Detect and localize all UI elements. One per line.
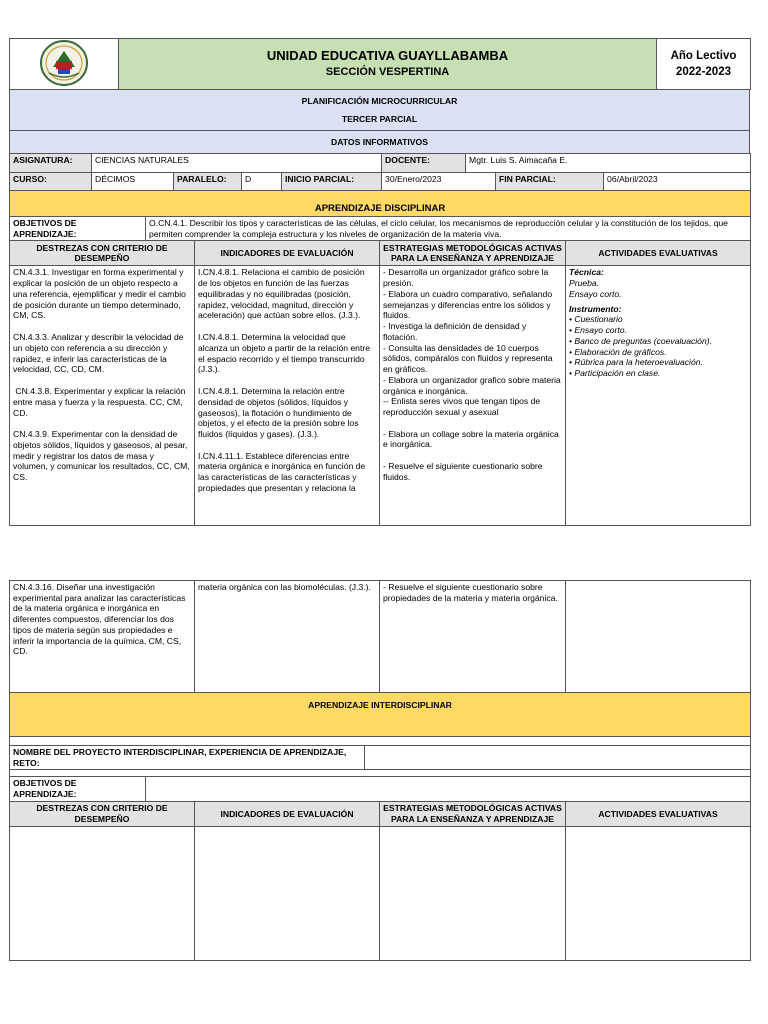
estrategia-item: - Investiga la definición de densidad y flotación. [383,321,527,342]
indicador-item: I.CN.4.11.1. Establece diferencias entre materia orgánica e inorgánica en función de las características de las características y propiedades que presentan y relaciona la [198,450,366,493]
estrategia-item: - Elabora un cuadro comparativo, señalando semejanzas y diferencias entre los sólidos y fluidos. [383,288,553,321]
col-header-estrategias: ESTRATEGIAS METODOLÓGICAS ACTIVAS PARA LA ENSEÑANZA Y APRENDIZAJE [380,241,566,266]
instrumento-item: • Cuestionario [569,314,623,325]
planning-partial: TERCER PARCIAL [341,113,418,124]
inter-destrezas-cell [10,826,195,960]
objectives-label: OBJETIVOS DE APRENDIZAJE: [10,217,146,241]
disciplinar-continued-table [9,580,751,693]
end-value: 06/Abril/2023 [604,173,751,191]
course-value: DÉCIMOS [92,173,174,191]
project-value [365,746,751,770]
teacher-label: DOCENTE: [382,154,466,173]
indicador-item: I.CN.4.8.1. Relaciona el cambio de posición de los objetos en función de las fuerzas equilibradas y no equilibradas (posición, rapidez, velocidad, magnitud, dirección y aceleración) que actúan sobre ellos. (J.3.). [198,267,365,321]
info-table [9,153,751,191]
inter-indicadores-cell [195,826,380,960]
interdisciplinar-title-text: APRENDIZAJE INTERDISCIPLINAR [308,700,452,710]
indicadores-cell [195,266,380,526]
estrategias-cell [380,266,566,526]
instrumento-item: • Rúbrica para la heteroevaluación. [569,357,703,368]
col-header-actividades: ACTIVIDADES EVALUATIVAS [566,241,751,266]
estrategia-spacer [383,418,562,429]
destrezas-cell [10,266,195,526]
estrategia-item: - Desarrolla un organizador gráfico sobre la presión. [383,267,549,289]
estrategia-item: - Elabora un organizador grafico sobre materia orgánica e inorgánica. [383,374,561,396]
header-table [9,38,751,90]
school-name: UNIDAD EDUCATIVA GUAYLLABAMBA [266,48,509,63]
school-logo [39,39,89,87]
teacher-value: Mgtr. Luis S. Aimacaña E. [466,154,751,173]
indicador-item: I.CN.4.8.1. Determina la relación entre densidad de objetos (sólidos, líquidos y gaseosos), la flotación o hundimiento de objetos, y el efecto de la presión sobre los fluidos (líquidos y gases). (J.3.). [198,386,359,440]
inter-col-header-destrezas: DESTREZAS CON CRITERIO DE DESEMPEÑO [10,801,195,826]
instrumento-item: • Participación en clase. [569,368,661,379]
year-label: Año Lectivo [670,49,737,62]
subject-value: CIENCIAS NATURALES [92,154,382,173]
start-label: INICIO PARCIAL: [282,173,382,191]
indicadores-cell-p2: materia orgánica con las biomoléculas. (J.3.). [195,581,380,693]
inter-objectives-label: OBJETIVOS DE APRENDIZAJE: [10,777,146,801]
spacer-row [10,737,751,746]
tecnica-value: Prueba. [569,278,600,289]
instrumento-item: • Elaboración de gráficos. [569,346,667,357]
indicador-item: I.CN.4.8.1. Determina la velocidad que alcanza un objeto a partir de la relación entre el espacio recorrido y el tiempo transcurrido (J.3.). [198,332,370,375]
end-label: FIN PARCIAL: [496,173,604,191]
inter-actividades-cell [566,826,751,960]
planning-title-cell [10,90,750,131]
estrategia-item: - Elabora un collage sobre la materia orgánica e inorgánica. [383,428,559,450]
tecnica-label: Técnica: [569,267,604,278]
actividades-cell-p2 [566,581,751,693]
parallel-value: D [242,173,282,191]
interdisciplinar-grid [9,801,751,961]
estrategia-spacer [383,450,562,461]
school-year-cell [657,39,751,90]
planning-title: PLANIFICACIÓN MICROCURRICULAR [301,95,458,106]
disciplinar-table [9,190,751,526]
section-name: SECCIÓN VESPERTINA [325,66,450,79]
inter-col-header-indicadores: INDICADORES DE EVALUACIÓN [195,801,380,826]
parallel-label: PARALELO: [174,173,242,191]
data-title: DATOS INFORMATIVOS [10,131,750,154]
inter-col-header-actividades: ACTIVIDADES EVALUATIVAS [566,801,751,826]
objectives-value: O.CN.4.1. Describir los tipos y características de las células, el ciclo celular, los mecanismos de reproducción celular y la constitución de los tejidos, que permiten comprender la compleja estructura y los niveles de organización de la materia viva. [146,217,751,241]
destreza-item: CN.4.3.1. Investigar en forma experimental y explicar la posición de un objeto respecto a una referencia, ejemplificar y medir el cambio de posición durante un tiempo determinado, CM, CS. [13,267,186,321]
project-label: NOMBRE DEL PROYECTO INTERDISCIPLINAR, EXPERIENCIA DE APRENDIZAJE, RETO: [10,746,365,770]
planning-table [9,89,750,154]
inter-objectives-value [146,777,751,801]
interdisciplinar-table [9,692,751,802]
instrumento-label: Instrumento: [569,303,622,314]
estrategias-cell-p2: - Resuelve el siguiente cuestionario sobre propiedades de la materia y materia orgánica. [380,581,566,693]
instrumento-item: • Ensayo corto. [569,325,627,336]
logo-cell [10,39,119,90]
disciplinar-title [10,191,751,217]
destreza-item: CN.4.3.3. Analizar y describir la velocidad de un objeto con referencia a su dirección y rapidez, e inferir las características de la velocidad, CC, CD, CM. [13,332,184,375]
inter-col-header-estrategias: ESTRATEGIAS METODOLÓGICAS ACTIVAS PARA LA ENSEÑANZA Y APRENDIZAJE [380,801,566,826]
destreza-item: CN.4.3.8. Experimentar y explicar la relación entre masa y fuerza y la respuesta. CC, CM, CD. [13,386,188,418]
school-title-cell [119,39,657,90]
inter-estrategias-cell [380,826,566,960]
actividades-cell [566,266,751,526]
col-header-indicadores: INDICADORES DE EVALUACIÓN [195,241,380,266]
estrategia-item: - Resuelve el siguiente cuestionario sobre fluidos. [383,461,543,482]
start-value: 30/Enero/2023 [382,173,496,191]
destreza-item: CN.4.3.9. Experimentar con la densidad de objetos sólidos, líquidos y gaseosos, al pesar, medir y registrar los datos de masa y volumen, y comunicar los resultados, CC, CM, CS. [13,429,190,483]
course-label: CURSO: [10,173,92,191]
spacer-row [10,770,751,777]
page-2 [9,580,750,942]
year-value: 2022-2023 [676,66,731,78]
tecnica-value-2: Ensayo corto. [569,288,622,299]
disciplinar-title-text: APRENDIZAJE DISCIPLINAR [314,203,446,215]
page-1 [9,38,750,528]
instrumento-item: • Banco de preguntas (coevaluación). [569,335,712,346]
subject-label: ASIGNATURA: [10,154,92,173]
destrezas-cell-p2: CN.4.3.16. Diseñar una investigación experimental para analizar las características de la materia orgánica e inorgánica en diferentes compuestos, diferenciar los dos tipos de materia según sus propiedades e inferir la importancia de la química, CM, CS, CD. [10,581,195,693]
estrategia-item: - Consulta las densidades de 10 cuerpos sólidos, compáralos con fluidos y representa en gráficos. [383,342,553,375]
col-header-destrezas: DESTREZAS CON CRITERIO DE DESEMPEÑO [10,241,195,266]
interdisciplinar-title [10,693,751,737]
estrategia-item: -- Enlista seres vivos que tengan tipos de reproducción sexual y asexual [383,396,541,418]
